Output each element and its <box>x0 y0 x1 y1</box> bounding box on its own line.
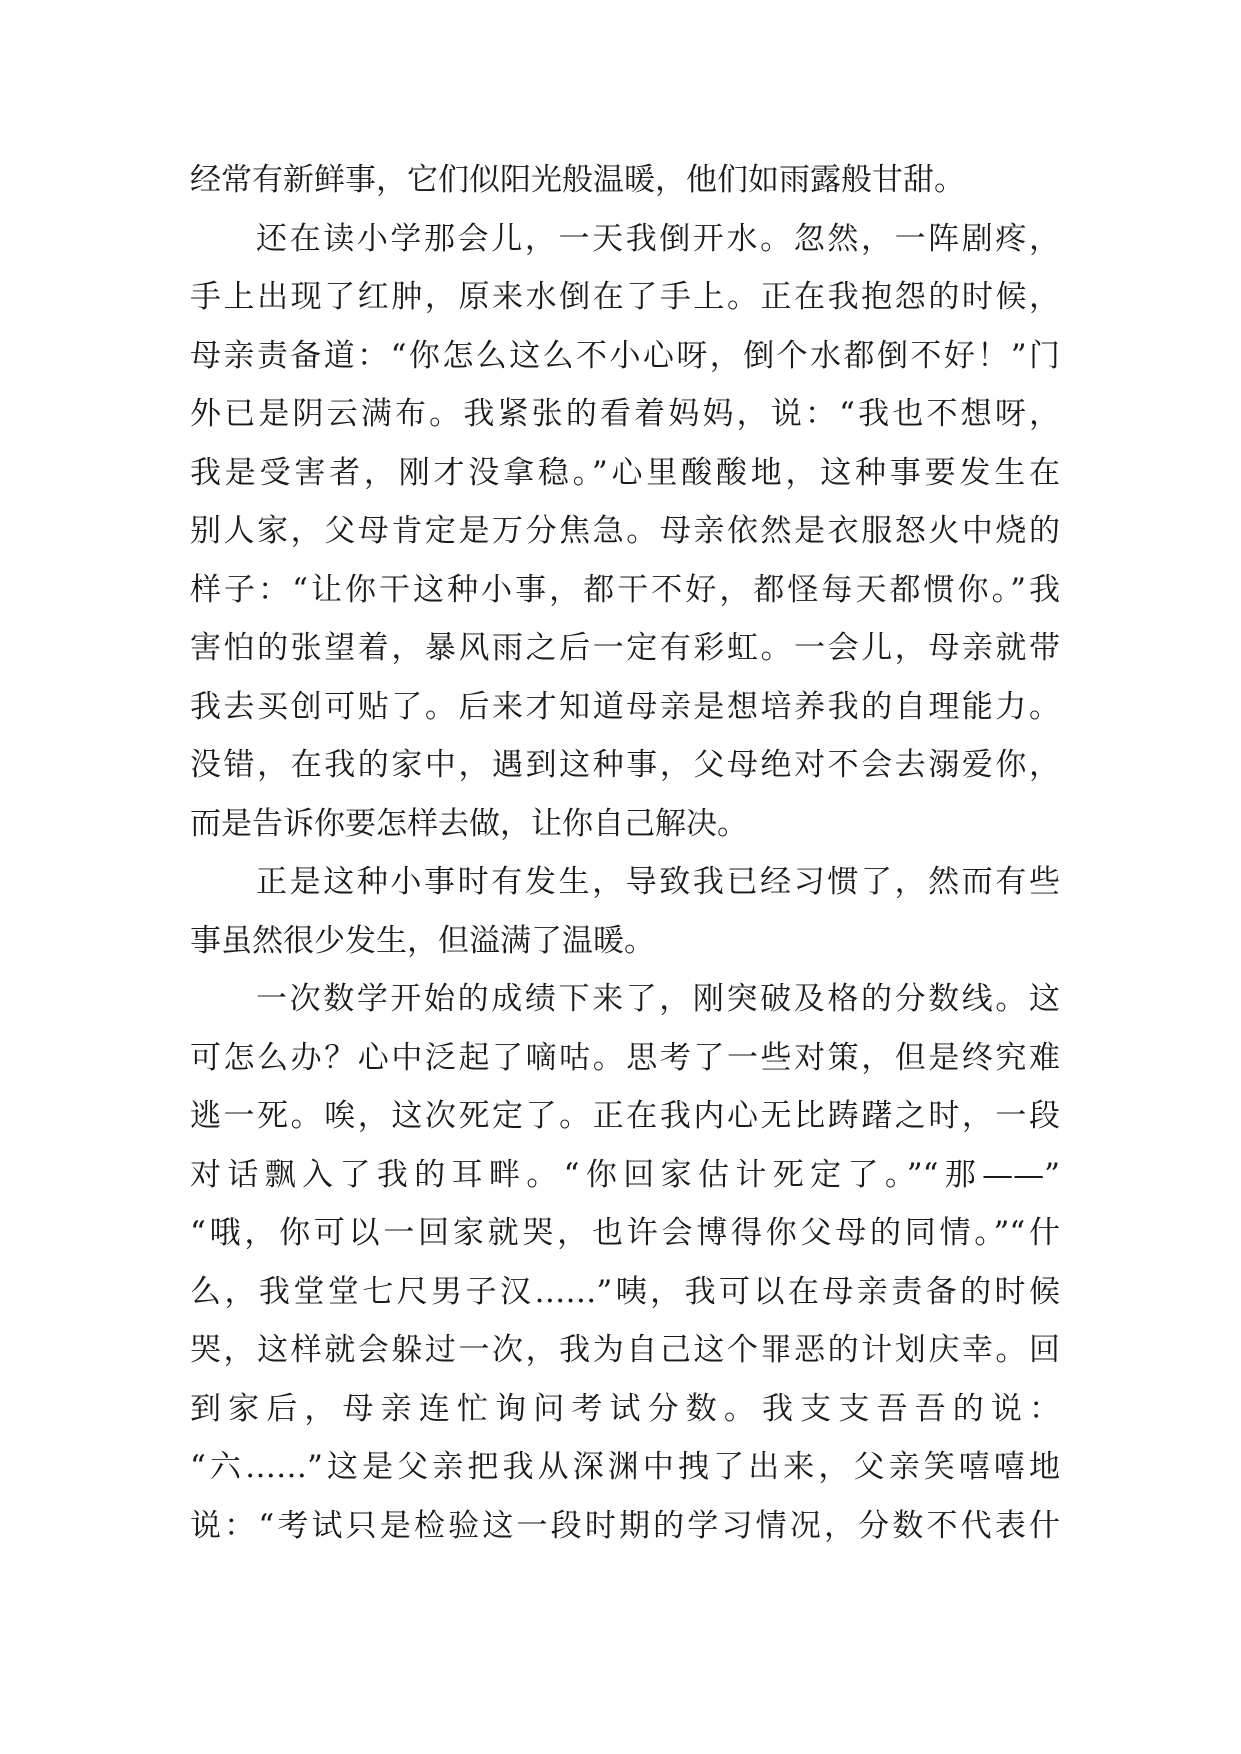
text-line: 么，我堂堂七尺男子汉……”咦，我可以在母亲责备的时候 <box>190 1273 1060 1310</box>
text-line: 逃一死。唉，这次死定了。正在我内心无比踌躇之时，一段 <box>190 1098 1060 1134</box>
paragraph-first-line: 一次数学开始的成绩下来了，刚突破及格的分数线。这 <box>256 981 1060 1017</box>
text-line: 我是受害者，刚才没拿稳。”心里酸酸地，这种事要发生在 <box>190 454 1060 491</box>
text-line: 害怕的张望着，暴风雨之后一定有彩虹。一会儿，母亲就带 <box>190 630 1060 666</box>
paragraph-first-line: 还在读小学那会儿，一天我倒开水。忽然，一阵剧疼， <box>256 220 1060 257</box>
essay-body <box>190 160 1060 1564</box>
text-line: “哦，你可以一回家就哭，也许会博得你父母的同情。”“什 <box>190 1215 1060 1251</box>
text-line: 没错，在我的家中，遇到这种事，父母绝对不会去溺爱你， <box>190 747 1060 783</box>
text-line: 对话飘入了我的耳畔。“你回家估计死定了。”“那——” <box>190 1156 1060 1193</box>
text-line: 哭，这样就会躲过一次，我为自己这个罪恶的计划庆幸。回 <box>190 1332 1060 1368</box>
paragraph-first-line: 正是这种小事时有发生，导致我已经习惯了，然而有些 <box>256 864 1060 900</box>
text-line: 样子：“让你干这种小事，都干不好，都怪每天都惯你。”我 <box>190 571 1060 608</box>
text-line: 说：“考试只是检验这一段时期的学习情况，分数不代表什 <box>190 1507 1060 1544</box>
text-line: 手上出现了红肿，原来水倒在了手上。正在我抱怨的时候， <box>190 279 1060 315</box>
text-line: 我去买创可贴了。后来才知道母亲是想培养我的自理能力。 <box>190 688 1060 725</box>
text-line: 外已是阴云满布。我紧张的看着妈妈，说：“我也不想呀， <box>190 396 1060 432</box>
paragraph-last-line: 事虽然很少发生，但溢满了温暖。 <box>190 922 655 959</box>
paragraph-last-line: 而是告诉你要怎样去做，让你自己解决。 <box>190 805 748 842</box>
text-line: 母亲责备道：“你怎么这么不小心呀，倒个水都倒不好！”门 <box>190 337 1060 374</box>
text-line: 经常有新鲜事，它们似阳光般温暖，他们如雨露般甘甜。 <box>190 162 965 198</box>
text-line: 到家后，母亲连忙询问考试分数。我支支吾吾的说： <box>190 1390 1060 1427</box>
text-line: 别人家，父母肯定是万分焦急。母亲依然是衣服怒火中烧的 <box>190 513 1060 549</box>
text-line: “六……”这是父亲把我从深渊中拽了出来，父亲笑嘻嘻地 <box>190 1449 1060 1485</box>
text-line: 可怎么办？心中泛起了嘀咕。思考了一些对策，但是终究难 <box>190 1039 1060 1076</box>
